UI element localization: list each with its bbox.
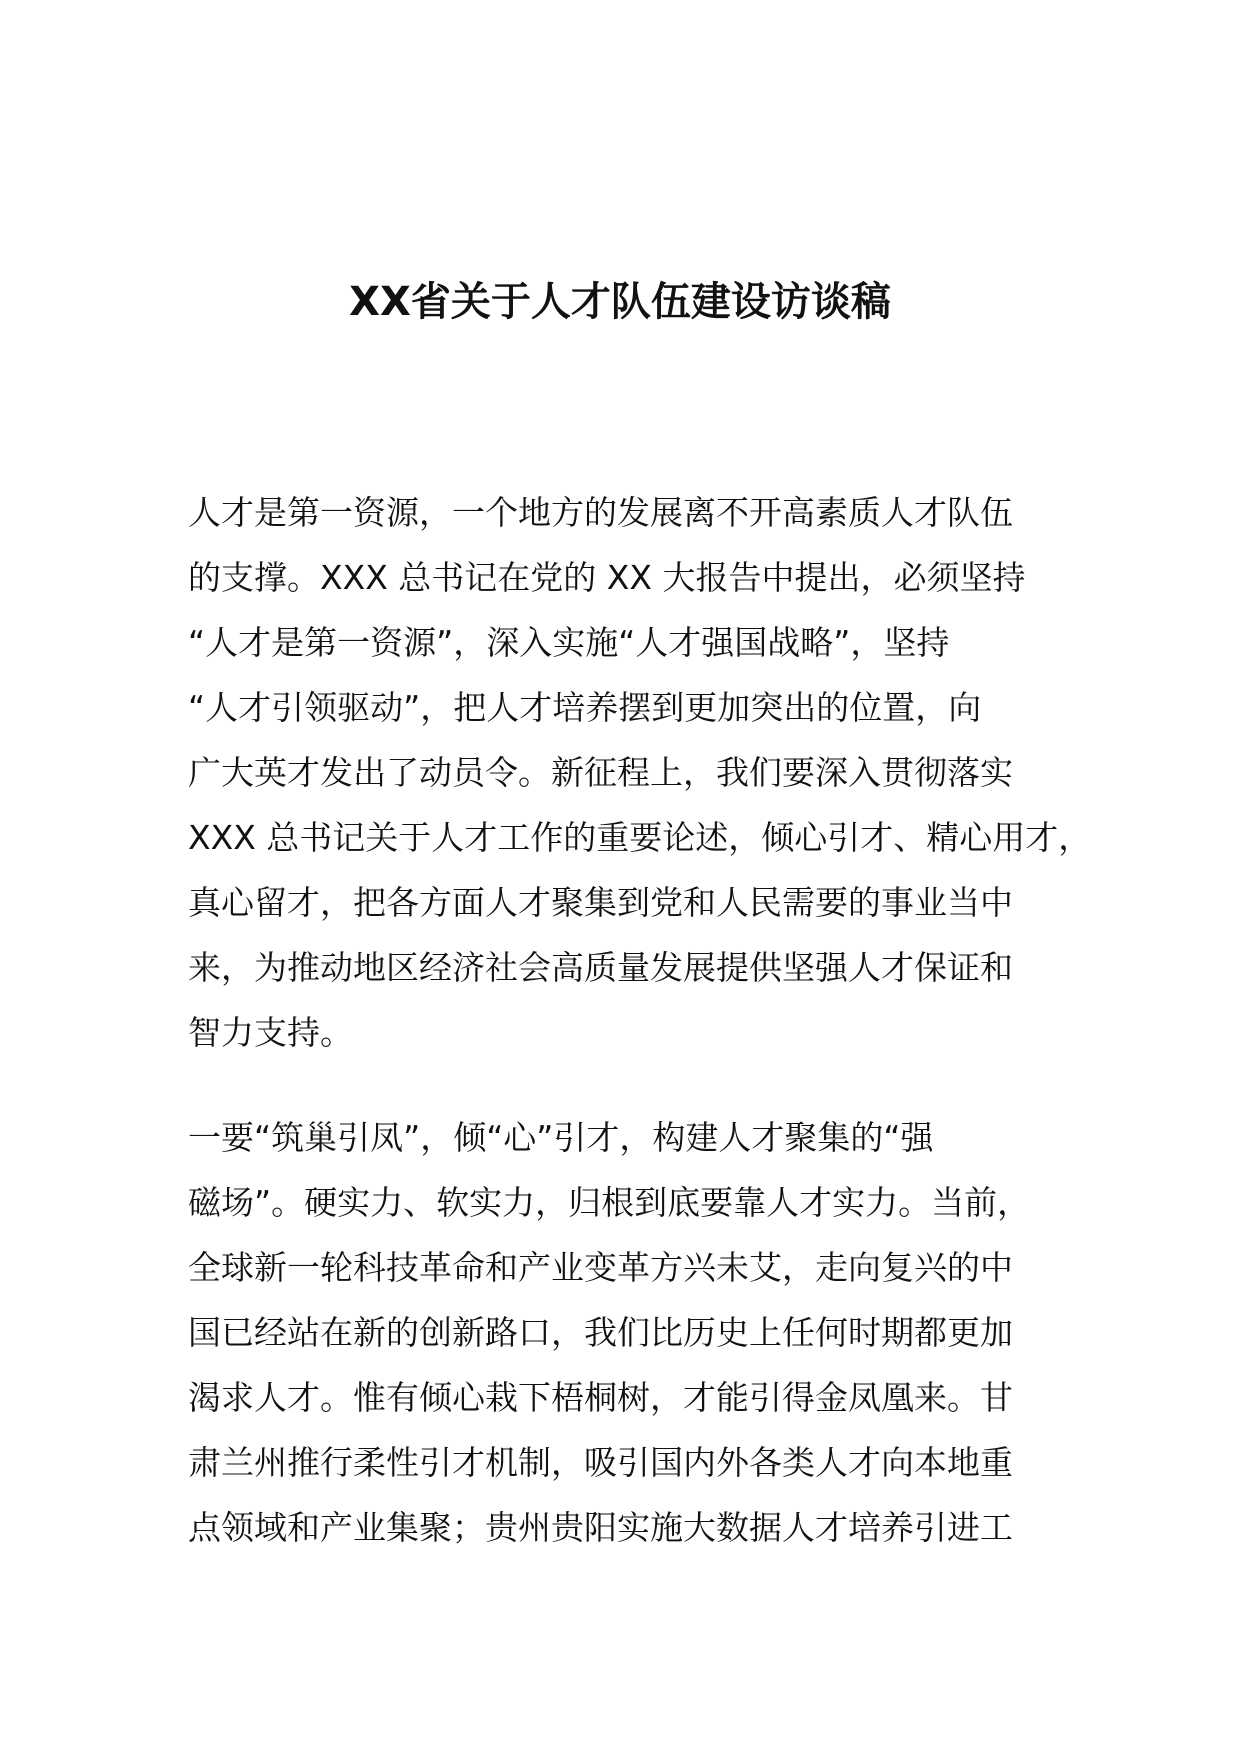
paragraph-2 bbox=[188, 1105, 1088, 1560]
paragraph-line: 磁场”。硬实力、软实力，归根到底要靠人才实力。当前， bbox=[188, 1183, 1031, 1222]
paragraph-line: 广大英才发出了动员令。新征程上，我们要深入贯彻落实 bbox=[188, 753, 1013, 792]
paragraph-line: 智力支持。 bbox=[188, 1013, 353, 1052]
paragraph-line: 全球新一轮科技革命和产业变革方兴未艾，走向复兴的中 bbox=[188, 1248, 1013, 1287]
paragraph-line: 国已经站在新的创新路口，我们比历史上任何时期都更加 bbox=[188, 1313, 1013, 1352]
paragraph-line: 一要“筑巢引凤”，倾“心”引才，构建人才聚集的“强 bbox=[188, 1118, 934, 1157]
paragraph-line: 渴求人才。惟有倾心栽下梧桐树，才能引得金凤凰来。甘 bbox=[188, 1378, 1013, 1417]
paragraph-line: XXX 总书记关于人才工作的重要论述，倾心引才、精心用才， bbox=[188, 818, 1092, 857]
paragraph-line: 真心留才，把各方面人才聚集到党和人民需要的事业当中 bbox=[188, 883, 1013, 922]
paragraph-line: 人才是第一资源，一个地方的发展离不开高素质人才队伍 bbox=[188, 493, 1013, 532]
paragraph-line: 来，为推动地区经济社会高质量发展提供坚强人才保证和 bbox=[188, 948, 1013, 987]
paragraph-line: 肃兰州推行柔性引才机制，吸引国内外各类人才向本地重 bbox=[188, 1443, 1013, 1482]
paragraph-1 bbox=[188, 480, 1092, 1065]
document-title: XX省关于人才队伍建设访谈稿 bbox=[349, 279, 891, 325]
paragraph-line: 的支撑。XXX 总书记在党的 XX 大报告中提出，必须坚持 bbox=[188, 558, 1026, 597]
paragraph-line: “人才是第一资源”，深入实施“人才强国战略”，坚持 bbox=[188, 623, 950, 662]
paragraph-line: 点领域和产业集聚；贵州贵阳实施大数据人才培养引进工 bbox=[188, 1508, 1013, 1547]
paragraph-line: “人才引领驱动”，把人才培养摆到更加突出的位置，向 bbox=[188, 688, 982, 727]
